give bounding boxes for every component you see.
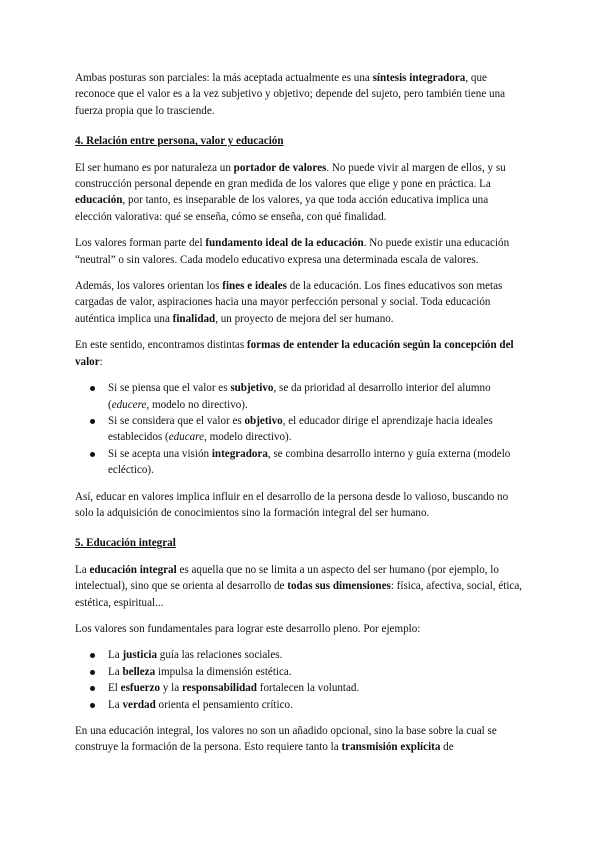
text: de <box>440 741 454 754</box>
bold-text: todas sus dimensiones <box>287 580 391 593</box>
bold-text: objetivo <box>244 414 283 427</box>
text: , se combina desarrollo interno y guía externa (modelo ecléctico). <box>108 447 511 477</box>
document-body <box>75 70 527 766</box>
section-4-paragraph-4 <box>75 337 527 370</box>
text: , modelo directivo). <box>204 431 292 444</box>
section-4-paragraph-5: Así, educar en valores implica influir en el desarrollo de la persona desde lo valioso, buscando no solo la adquisición de conocimientos sino la formación integral del ser humano. <box>75 490 509 519</box>
text: es aquella que no se limita a un aspecto del ser humano (por ejemplo, lo intelectual), sino que se orienta al desarrollo de <box>75 563 499 593</box>
bold-text: fundamento ideal de la educación <box>205 237 364 250</box>
bold-text: subjetivo <box>230 382 274 395</box>
section-5-paragraph-2: Los valores son fundamentales para lograr este desarrollo pleno. Por ejemplo: <box>75 622 421 635</box>
bold-text: responsabilidad <box>181 682 257 695</box>
bold-text: verdad <box>122 698 156 711</box>
section-4-paragraph-2 <box>75 235 527 268</box>
text: La <box>108 698 123 711</box>
text: y la <box>160 682 182 695</box>
text: , un proyecto de mejora del ser humano. <box>215 312 394 325</box>
text: . No puede existir una educación “neutral” o sin valores. Cada modelo educativo expresa una determinada escala de valores. <box>75 237 510 266</box>
list-item <box>75 697 527 713</box>
bold-text: portador de valores <box>233 161 327 174</box>
section-4-paragraph-1 <box>75 160 527 226</box>
text: : <box>99 355 103 368</box>
text: Además, los valores orientan los <box>75 280 223 293</box>
value-conception-list <box>75 380 527 478</box>
bold-text: transmisión explícita <box>341 741 441 754</box>
text: de la educación. Los fines educativos son metas cargadas de valor, aspiraciones hacia una mayor perfección personal y social. Toda educación auténtica implica una <box>75 280 503 325</box>
text: Si se acepta una visión <box>108 447 212 460</box>
intro-paragraph <box>75 70 527 119</box>
bullet-icon <box>90 419 95 424</box>
section-5-paragraph-1 <box>75 562 527 611</box>
values-example-list <box>75 647 527 713</box>
section-4-heading: 4. Relación entre persona, valor y educación <box>75 135 284 148</box>
text: , se da prioridad al desarrollo interior del alumno ( <box>108 382 491 411</box>
list-item <box>75 413 527 446</box>
text: , que reconoce que el valor es a la vez subjetivo y objetivo; depende del sujeto, pero también tiene una fuerza propia que lo trasciende. <box>75 72 506 117</box>
bullet-icon <box>90 653 95 658</box>
text: . No puede vivir al margen de ellos, y su construcción personal depende en gran medida de los valores que elige y pone en práctica. La <box>75 161 506 191</box>
bullet-icon <box>90 452 95 457</box>
bold-text: formas de entender la educación según la concepción del valor <box>75 339 514 368</box>
bullet-icon <box>90 703 95 708</box>
bullet-icon <box>90 670 95 675</box>
text: Si se piensa que el valor es <box>108 382 231 395</box>
text: , el educador dirige el aprendizaje hacia ideales establecidos ( <box>108 414 493 444</box>
text: El ser humano es por naturaleza un <box>75 161 234 174</box>
bold-text: justicia <box>122 649 157 662</box>
text: En una educación integral, los valores no son un añadido opcional, sino la base sobre la cual se construye la formación de la persona. Esto requiere tanto la <box>75 725 497 754</box>
bullet-icon <box>90 386 95 391</box>
italic-text: educare <box>168 431 205 444</box>
text: La <box>75 563 90 576</box>
list-item <box>75 380 527 413</box>
section-5-paragraph-3 <box>75 723 527 756</box>
section-5-heading: 5. Educación integral <box>75 537 176 550</box>
text: La <box>108 665 123 678</box>
text: , modelo no directivo). <box>146 398 248 411</box>
list-item <box>75 680 527 696</box>
text: Los valores forman parte del <box>75 237 206 250</box>
bold-text: finalidad <box>172 312 216 325</box>
text: Ambas posturas son parciales: la más aceptada actualmente es una <box>75 72 373 84</box>
section-4-paragraph-3 <box>75 278 527 327</box>
bold-text: educación integral <box>89 563 177 576</box>
text: Si se considera que el valor es <box>108 414 245 427</box>
bold-text: educación <box>75 194 123 207</box>
bold-text: fines e ideales <box>222 280 287 293</box>
text: : física, afectiva, social, ética, estética, espiritual... <box>75 580 523 609</box>
text: La <box>108 649 123 662</box>
bullet-icon <box>90 686 95 691</box>
bold-text: síntesis integradora <box>372 72 466 84</box>
text: guía las relaciones sociales. <box>157 649 283 662</box>
bold-text: esfuerzo <box>120 682 161 695</box>
bold-text: belleza <box>122 665 156 678</box>
text: El <box>108 682 121 695</box>
text: orienta el pensamiento crítico. <box>155 698 293 711</box>
text: , por tanto, es inseparable de los valores, ya que toda acción educativa implica una elección valorativa: qué se enseña, cómo se enseña, con qué finalidad. <box>75 194 489 223</box>
text: fortalecen la voluntad. <box>256 682 360 695</box>
bold-text: integradora <box>211 447 268 460</box>
text: En este sentido, encontramos distintas <box>75 339 247 352</box>
italic-text: educere <box>111 398 147 411</box>
list-item <box>75 446 527 479</box>
list-item <box>75 647 527 663</box>
list-item <box>75 664 527 680</box>
text: impulsa la dimensión estética. <box>155 665 292 678</box>
